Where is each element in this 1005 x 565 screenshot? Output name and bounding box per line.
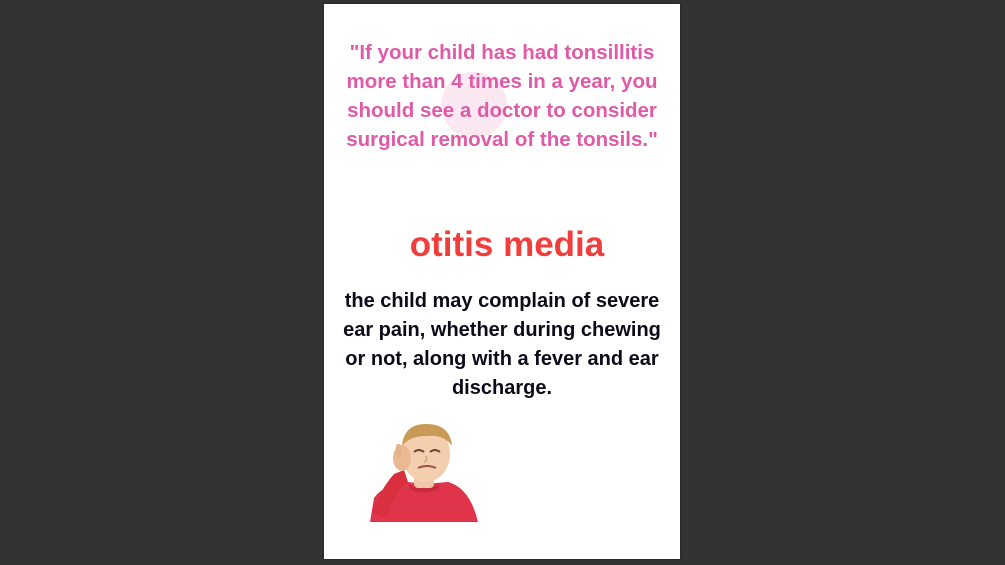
tonsillitis-quote: "If your child has had tonsillitis more than 4 times in a year, you should see a doctor to consider surgical removal of the tonsils." [346, 41, 658, 151]
document-page [324, 4, 680, 559]
symptom-description: the child may complain of severe ear pain, whether during chewing or not, along with a fever and ear discharge. [343, 290, 661, 399]
child-holding-ear-photo [364, 418, 484, 522]
section-heading: otitis media [409, 225, 605, 264]
